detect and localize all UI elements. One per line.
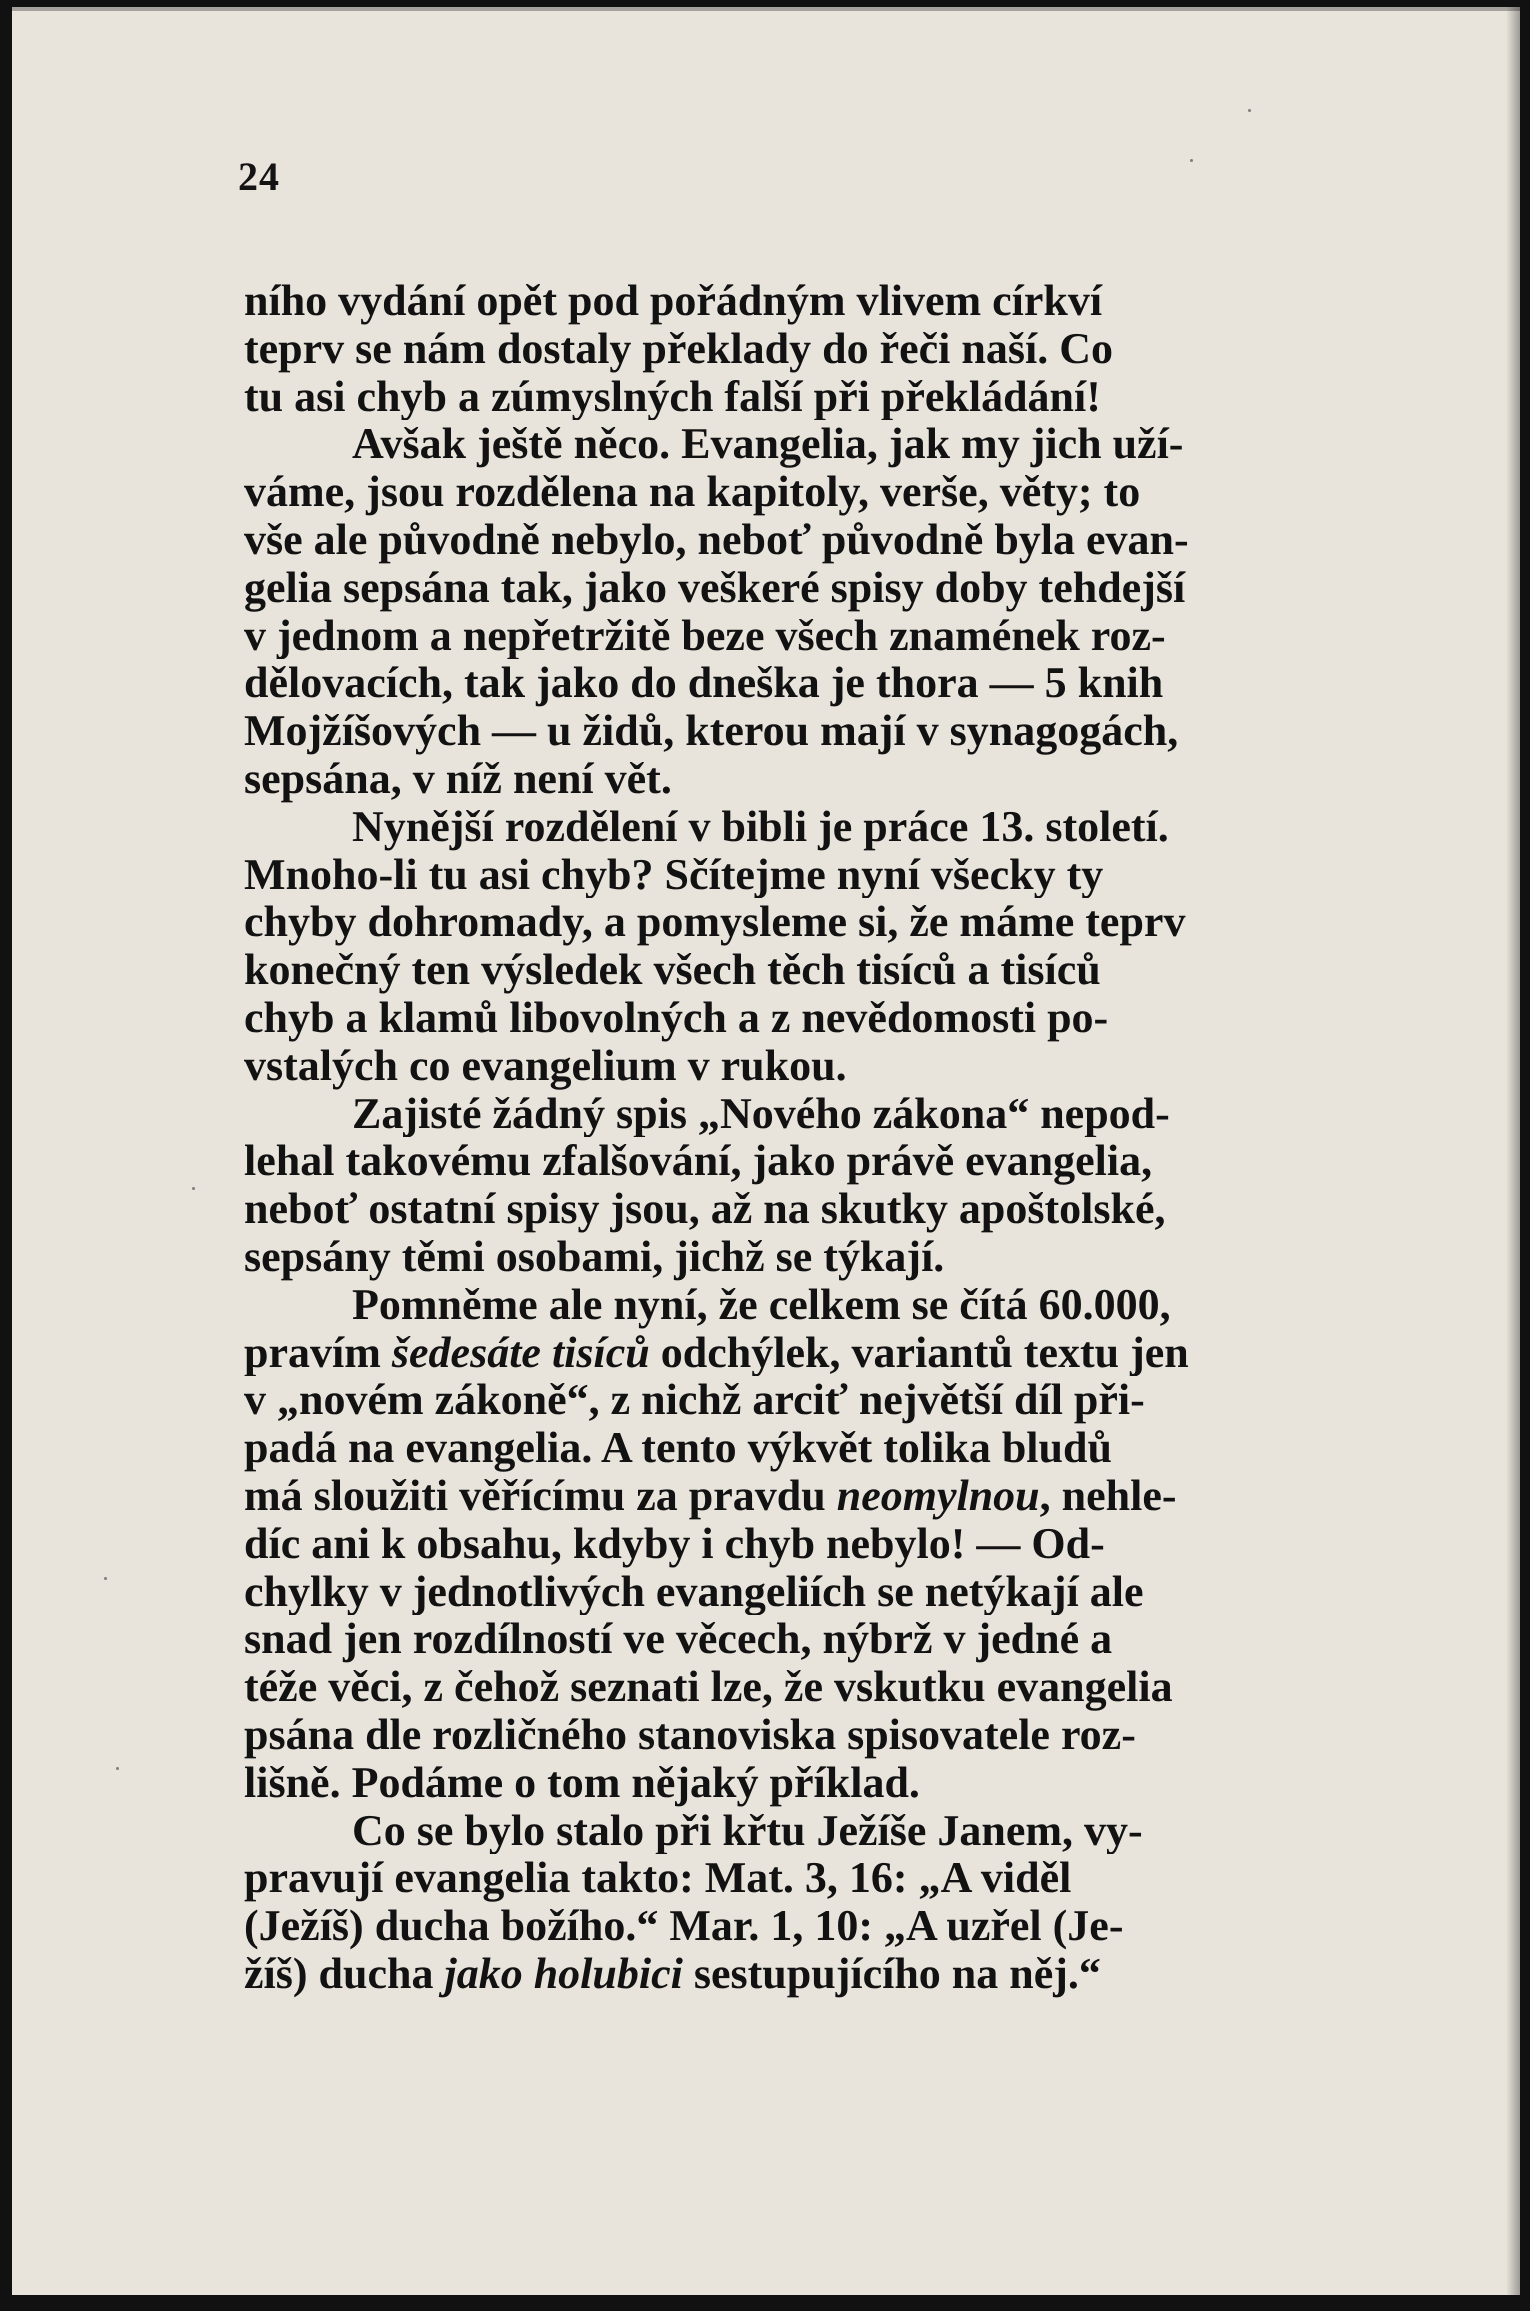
text-line: konečný ten výsledek všech těch tisíců a tisíců	[244, 946, 1101, 994]
page-number: 24	[238, 154, 280, 199]
text-line: (Ježíš) ducha božího.“ Mar. 1, 10: „A uzřel (Je-	[244, 1902, 1124, 1950]
text-line: Pomněme ale nyní, že celkem se čítá 60.000,	[352, 1280, 1171, 1329]
text-line: vše ale původně nebylo, neboť původně byla evan-	[244, 515, 1189, 564]
italic-phrase: neomylnou	[836, 1471, 1040, 1520]
text-line: sepsána, v níž není vět.	[244, 754, 672, 803]
text-line: chyb a klamů libovolných a z nevědomosti po-	[244, 993, 1109, 1042]
text-line: neboť ostatní spisy jsou, až na skutky apoštolské,	[244, 1185, 1166, 1233]
text-line: Mojžíšových — u židů, kterou mají v synagogách,	[244, 707, 1179, 755]
paper-speck	[116, 1767, 119, 1770]
paper-speck	[192, 1187, 195, 1190]
text-line: díc ani k obsahu, kdyby i chyb nebylo! — Od-	[244, 1519, 1105, 1568]
text-line: lišně. Podáme o tom nějaký příklad.	[244, 1758, 920, 1807]
text-line: snad jen rozdílností ve věcech, nýbrž v jedné a	[244, 1615, 1113, 1664]
book-page	[12, 7, 1520, 2295]
text-line: Nynější rozdělení v bibli je práce 13. století.	[352, 802, 1169, 851]
text-line: Avšak ještě něco. Evangelia, jak my jich uží-	[352, 420, 1184, 469]
text-line: psána dle rozličného stanoviska spisovatele roz-	[244, 1710, 1136, 1759]
italic-phrase: šedesáte tisíců	[391, 1328, 650, 1377]
text-line: v jednom a nepřetržitě beze všech znamének roz-	[244, 611, 1166, 660]
text-line: váme, jsou rozdělena na kapitoly, verše, věty; to	[244, 468, 1141, 516]
text-line: padá na evangelia. A tento výkvět tolika bludů	[244, 1424, 1112, 1472]
text-line: dělovacích, tak jako do dneška je thora — 5 knih	[244, 659, 1164, 708]
top-border	[12, 7, 1520, 11]
text-line: chyby dohromady, a pomysleme si, že máme teprv	[244, 898, 1186, 947]
text-line: chylky v jednotlivých evangeliích se netýkají ale	[244, 1567, 1144, 1616]
text-line: pravím šedesáte tisíců odchýlek, variantů textu jen	[244, 1328, 1189, 1377]
body-text	[244, 277, 1369, 1998]
text-line: téže věci, z čehož seznati lze, že vskutku evangelia	[244, 1663, 1173, 1711]
text-line: gelia sepsána tak, jako veškeré spisy doby tehdejší	[244, 563, 1186, 612]
paper-speck	[1190, 159, 1193, 162]
text-line: sepsány těmi osobami, jichž se týkají.	[244, 1232, 945, 1281]
text-line: vstalých co evangelium v rukou.	[244, 1041, 847, 1090]
text-line: pravují evangelia takto: Mat. 3, 16: „A viděl	[244, 1854, 1072, 1903]
text-line: lehal takovému zfalšování, jako právě evangelia,	[244, 1137, 1153, 1186]
paper-speck	[1248, 109, 1251, 112]
text-line: teprv se nám dostaly překlady do řeči naší. Co	[244, 324, 1113, 373]
text-line: v „novém zákoně“, z nichž arciť největší díl při-	[244, 1376, 1145, 1425]
italic-phrase: jako holubici	[444, 1949, 683, 1998]
text-line: Zajisté žádný spis „Nového zákona“ nepod-	[352, 1089, 1170, 1138]
text-line: má sloužiti věřícímu za pravdu neomylnou, nehle-	[244, 1471, 1177, 1520]
paper-speck	[104, 1577, 107, 1580]
page-edge-shadow	[1506, 7, 1520, 2295]
text-line: Co se bylo stalo při křtu Ježíše Janem, vy-	[352, 1806, 1143, 1855]
text-line: ního vydání opět pod pořádným vlivem církví	[244, 277, 1103, 325]
text-line: Mnoho-li tu asi chyb? Sčítejme nyní všecky ty	[244, 850, 1104, 899]
text-line: tu asi chyb a zúmyslných falší při překládání!	[244, 372, 1101, 421]
text-line: žíš) ducha jako holubici sestupujícího na něj.“	[244, 1949, 1101, 1998]
